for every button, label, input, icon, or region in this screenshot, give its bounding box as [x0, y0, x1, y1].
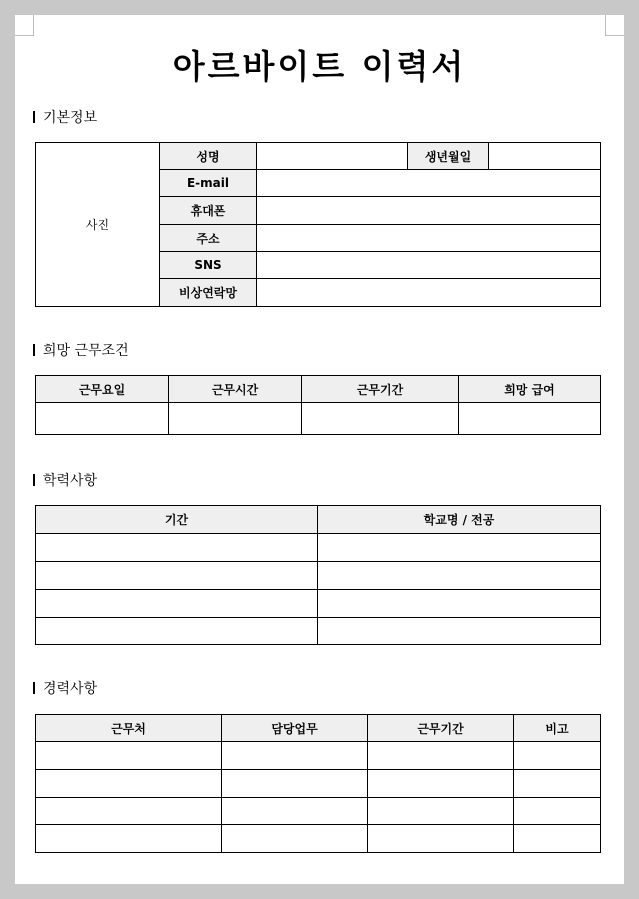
duties-input[interactable] — [222, 825, 368, 853]
field-label-email: E-mail — [160, 170, 257, 197]
table-row — [36, 798, 601, 825]
table-row — [36, 742, 601, 770]
education-table — [35, 505, 601, 645]
work-period-input[interactable] — [302, 403, 459, 435]
section-heading-education — [33, 470, 97, 490]
career-table — [35, 714, 601, 853]
section-heading-career — [33, 678, 97, 698]
section-marker-icon — [33, 682, 35, 694]
margin-corner-mark — [605, 15, 624, 36]
workplace-input[interactable] — [36, 798, 222, 825]
column-header: 희망 급여 — [459, 376, 601, 403]
section-heading-text: 기본정보 — [43, 110, 98, 126]
column-header: 담당업무 — [222, 715, 368, 742]
field-label-address: 주소 — [160, 225, 257, 252]
career-period-input[interactable] — [368, 770, 514, 798]
section-marker-icon — [33, 111, 35, 123]
duties-input[interactable] — [222, 770, 368, 798]
remarks-input[interactable] — [514, 770, 601, 798]
table-row — [36, 534, 601, 562]
school-major-input[interactable] — [318, 618, 601, 645]
field-label-emergency: 비상연락망 — [160, 279, 257, 307]
table-row — [36, 562, 601, 590]
table-row — [36, 825, 601, 853]
education-period-input[interactable] — [36, 618, 318, 645]
career-period-input[interactable] — [368, 825, 514, 853]
basic-info-table — [35, 142, 601, 307]
column-header: 기간 — [36, 506, 318, 534]
workplace-input[interactable] — [36, 770, 222, 798]
education-period-input[interactable] — [36, 562, 318, 590]
work-hours-input[interactable] — [169, 403, 302, 435]
desired-pay-input[interactable] — [459, 403, 601, 435]
school-major-input[interactable] — [318, 590, 601, 618]
name-input[interactable] — [257, 143, 408, 170]
section-heading-work-conditions — [33, 340, 129, 360]
document-page — [15, 15, 624, 884]
career-period-input[interactable] — [368, 798, 514, 825]
column-header: 근무처 — [36, 715, 222, 742]
field-label-phone: 휴대폰 — [160, 197, 257, 225]
address-input[interactable] — [257, 225, 601, 252]
table-row — [36, 590, 601, 618]
column-header: 근무시간 — [169, 376, 302, 403]
section-heading-text: 경력사항 — [43, 681, 98, 697]
section-marker-icon — [33, 474, 35, 486]
emergency-contact-input[interactable] — [257, 279, 601, 307]
table-row — [36, 618, 601, 645]
section-heading-text: 학력사항 — [43, 473, 98, 489]
field-label-name: 성명 — [160, 143, 257, 170]
workplace-input[interactable] — [36, 742, 222, 770]
work-conditions-table — [35, 375, 601, 435]
column-header: 학교명 / 전공 — [318, 506, 601, 534]
document-title: 아르바이트 이력서 — [172, 47, 467, 86]
field-label-sns: SNS — [160, 252, 257, 279]
workplace-input[interactable] — [36, 825, 222, 853]
work-days-input[interactable] — [36, 403, 169, 435]
sns-input[interactable] — [257, 252, 601, 279]
career-period-input[interactable] — [368, 742, 514, 770]
section-marker-icon — [33, 344, 35, 356]
column-header: 근무기간 — [368, 715, 514, 742]
section-heading-basic-info — [33, 107, 97, 127]
section-heading-text: 희망 근무조건 — [43, 343, 129, 359]
school-major-input[interactable] — [318, 562, 601, 590]
column-header: 근무요일 — [36, 376, 169, 403]
remarks-input[interactable] — [514, 798, 601, 825]
table-row — [36, 403, 601, 435]
photo-cell[interactable]: 사진 — [36, 143, 160, 307]
phone-input[interactable] — [257, 197, 601, 225]
remarks-input[interactable] — [514, 742, 601, 770]
duties-input[interactable] — [222, 742, 368, 770]
field-label-birth: 생년월일 — [408, 143, 489, 170]
duties-input[interactable] — [222, 798, 368, 825]
education-period-input[interactable] — [36, 590, 318, 618]
column-header: 근무기간 — [302, 376, 459, 403]
birth-input[interactable] — [489, 143, 601, 170]
school-major-input[interactable] — [318, 534, 601, 562]
remarks-input[interactable] — [514, 825, 601, 853]
table-row — [36, 770, 601, 798]
column-header: 비고 — [514, 715, 601, 742]
email-input[interactable] — [257, 170, 601, 197]
education-period-input[interactable] — [36, 534, 318, 562]
margin-corner-mark — [15, 15, 34, 36]
